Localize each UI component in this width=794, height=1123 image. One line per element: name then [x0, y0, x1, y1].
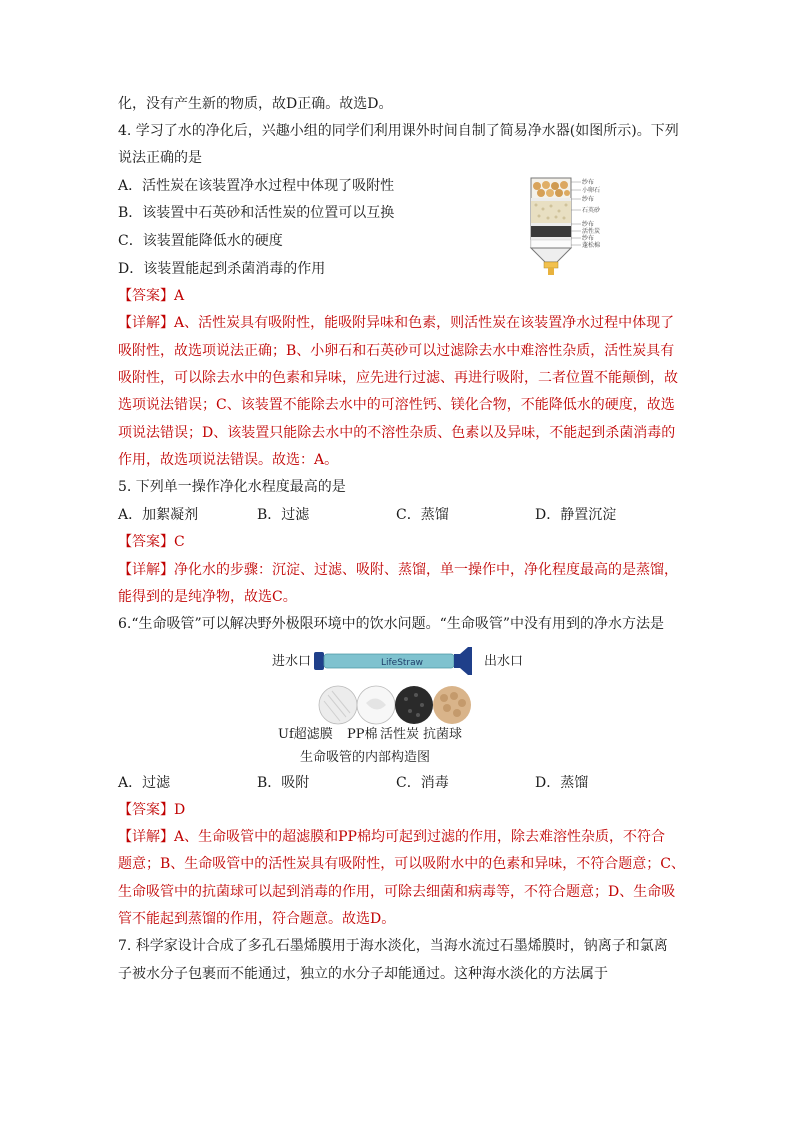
q5-option-d: D．静置沉淀: [535, 507, 617, 523]
answer-value: A: [174, 288, 185, 304]
label-antibacterial-ball: 抗菌球: [423, 727, 463, 742]
q6-detail-line-3: 生命吸管中的抗菌球可以起到消毒的作用，可除去细菌和病毒等，不符合题意；D、生命吸: [118, 884, 676, 900]
q4-option-d: D．该装置能起到杀菌消毒的作用: [118, 261, 326, 277]
q6-option-a: A．过滤: [118, 775, 171, 791]
answer-value: C: [174, 534, 185, 550]
detail-tag: 【详解】: [118, 562, 174, 578]
label-cotton: 蓬松棉: [582, 242, 601, 249]
q5-detail-line-1: [118, 560, 678, 580]
label-pebbles: 小卵石: [582, 187, 601, 194]
figure-caption: 生命吸管的内部构造图: [300, 750, 431, 765]
purifier-neck: [531, 248, 571, 262]
q5-stem: 5. 下列单一操作净化水程度最高的是: [118, 479, 346, 495]
straw-outlet-cap: [454, 647, 472, 675]
q4-stem-line-2: 说法正确的是: [118, 150, 202, 166]
q5-option-a: A．加絮凝剂: [118, 507, 199, 523]
q4-detail-line-4: 选项说法错误；C、该装置不能除去水中的可溶性钙、镁化合物，不能降低水的硬度，故选: [118, 397, 675, 413]
gauze-layer-3: [531, 237, 571, 240]
answer-value: D: [174, 802, 186, 818]
q5-option-c: C．蒸馏: [396, 507, 449, 523]
detail-text: A、生命吸管中的超滤膜和PP棉均可起到过滤的作用，除去难溶性杂质，不符合: [174, 829, 665, 845]
label-gauze-2: 纱布: [582, 196, 595, 203]
q7-stem-line-1: 7. 科学家设计合成了多孔石墨烯膜用于海水淡化，当海水流过石墨烯膜时，钠离子和氯离: [118, 938, 668, 954]
lifestraw-figure: [310, 643, 480, 733]
q4-detail-line-6: 作用，故选项说法错误。故选：A。: [118, 452, 339, 468]
activated-carbon-layer: [531, 226, 571, 237]
activated-carbon-image: [395, 686, 433, 724]
gauze-layer: [531, 198, 571, 201]
label-quartz-sand: 石英砂: [582, 207, 601, 214]
q4-stem-line-1: 4. 学习了水的净化后，兴趣小组的同学们利用课外时间自制了简易净水器(如图所示)。下列: [118, 123, 679, 139]
answer-tag: 【答案】: [118, 288, 174, 304]
purifier-spout: [548, 268, 554, 275]
q6-option-c: C．消毒: [396, 775, 449, 791]
detail-tag: 【详解】: [118, 315, 174, 331]
q4-detail-line-2: 吸附性，故选项说法正确；B、小卵石和石英砂可以过滤除去水中难溶性杂质，活性炭具有: [118, 343, 675, 359]
q4-option-c: C．该装置能降低水的硬度: [118, 233, 283, 249]
detail-text: 净化水的步骤：沉淀、过滤、吸附、蒸馏，单一操作中，净化程度最高的是蒸馏，: [174, 562, 678, 578]
q6-option-b: B．吸附: [257, 775, 310, 791]
q5-answer: [118, 532, 185, 552]
label-gauze-1: 纱布: [582, 179, 595, 186]
q4-option-b: B．该装置中石英砂和活性炭的位置可以互换: [118, 205, 395, 221]
label-uf-membrane: Uf超滤膜: [278, 727, 333, 742]
gauze-layer-2: [531, 223, 571, 226]
q6-stem: 6.“生命吸管”可以解决野外极限环境中的饮水问题。“生命吸管”中没有用到的净水方法是: [118, 616, 664, 632]
cotton-layer: [531, 240, 571, 248]
label-pp-cotton: PP棉: [347, 727, 378, 742]
inlet-label: 进水口: [272, 654, 312, 669]
q5-option-b: B．过滤: [257, 507, 310, 523]
answer-tag: 【答案】: [118, 534, 174, 550]
label-gauze-3: 纱布: [582, 221, 595, 228]
q7-stem-line-2: 子被水分子包裹而不能通过，独立的水分子却能通过。这种海水淡化的方法属于: [118, 966, 608, 982]
q4-option-a: A．活性炭在该装置净水过程中体现了吸附性: [118, 178, 395, 194]
purifier-cap: [544, 262, 558, 268]
continued-text: 化，没有产生新的物质，故D正确。故选D。: [118, 96, 393, 112]
q5-detail-line-2: 能得到的是纯净物，故选C。: [118, 589, 297, 605]
label-activated-carbon: 活性炭: [582, 228, 601, 235]
q6-detail-line-1: [118, 827, 665, 847]
straw-inlet-cap: [314, 652, 324, 670]
q6-detail-line-2: 题意；B、生命吸管中的活性炭具有吸附性，可以吸附水中的色素和异味，不符合题意；C、: [118, 856, 685, 872]
detail-tag: 【详解】: [118, 829, 174, 845]
q4-answer: [118, 286, 184, 306]
q6-answer: [118, 800, 185, 820]
water-purifier-figure: [525, 176, 615, 278]
detail-text: A、活性炭具有吸附性，能吸附异味和色素，则活性炭在该装置净水过程中体现了: [174, 315, 675, 331]
q6-detail-line-4: 管不能起到蒸馏的作用，符合题意。故选D。: [118, 911, 396, 927]
label-activated-carbon: 活性炭: [380, 727, 420, 742]
label-gauze-4: 纱布: [582, 235, 595, 242]
q4-detail-line-5: 项说法错误；D、该装置只能除去水中的不溶性杂质、色素以及异味，不能起到杀菌消毒的: [118, 425, 676, 441]
answer-tag: 【答案】: [118, 802, 174, 818]
q6-option-d: D．蒸馏: [535, 775, 589, 791]
straw-brand: LifeStraw: [380, 658, 424, 668]
q4-detail-line-1: [118, 313, 674, 333]
outlet-label: 出水口: [484, 654, 524, 669]
q4-detail-line-3: 吸附性，可以除去水中的色素和异味，应先进行过滤、再进行吸附，二者位置不能颠倒，故: [118, 370, 678, 386]
